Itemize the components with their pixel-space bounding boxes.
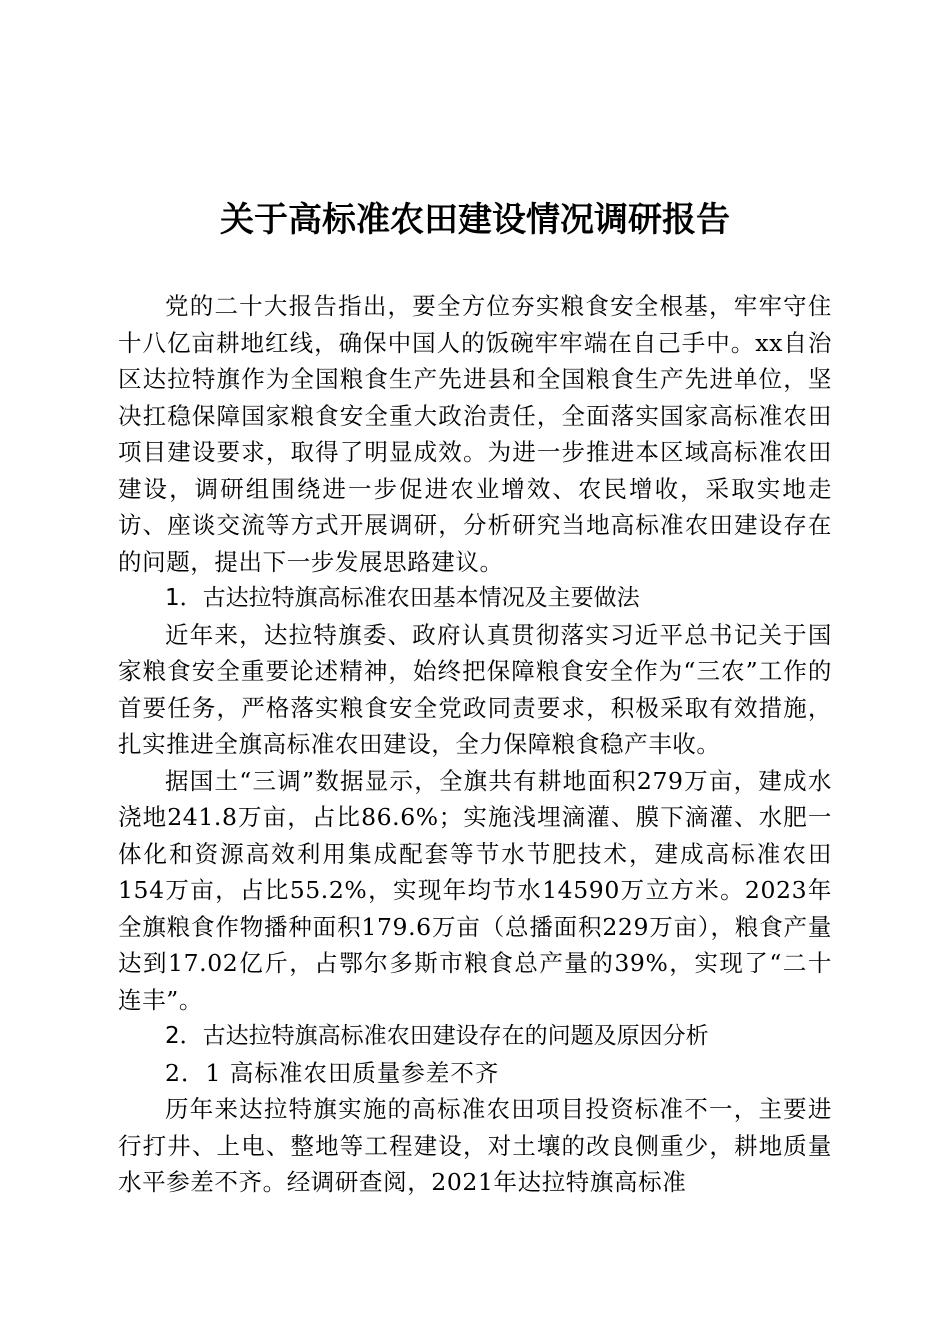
section-1-paragraph-2: 据国土“三调”数据显示，全旗共有耕地面积279万亩，建成水浇地241.8万亩，占比86.6%；实施浅埋滴灌、膜下滴灌、水肥一体化和资源高效利用集成配套等节水节肥技术，建成高标准农田154万亩，占比55.2%，实现年均节水14590万立方米。2023年全旗粮食作物播种面积179.6万亩（总播面积229万亩），粮食产量达到17.02亿斤，占鄂尔多斯市粮食总产量的39%，实现了“二十连丰”。 bbox=[118, 766, 832, 1014]
section-2-1-paragraph: 历年来达拉特旗实施的高标准农田项目投资标准不一，主要进行打井、上电、整地等工程建设，对土壤的改良侧重少，耕地质量水平参差不齐。经调研查阅，2021年达拉特旗高标准 bbox=[118, 1095, 832, 1196]
section-1-paragraph-1: 近年来，达拉特旗委、政府认真贯彻落实习近平总书记关于国家粮食安全重要论述精神，始终把保障粮食安全作为“三农”工作的首要任务，严格落实粮食安全党政同责要求，积极采取有效措施，扎实推进全旗高标准农田建设，全力保障粮食稳产丰收。 bbox=[118, 620, 832, 758]
section-heading-2: 2．古达拉特旗高标准农田建设存在的问题及原因分析 bbox=[165, 1023, 709, 1049]
section-heading-1: 1．古达拉特旗高标准农田基本情况及主要做法 bbox=[165, 585, 640, 611]
document-body bbox=[118, 288, 832, 1201]
subsection-heading-2-1: 2．1 高标准农田质量参差不齐 bbox=[165, 1058, 500, 1087]
document-title: 关于高标准农田建设情况调研报告 bbox=[220, 200, 730, 240]
intro-paragraph: 党的二十大报告指出，要全方位夯实粮食安全根基，牢牢守住十八亿亩耕地红线，确保中国人的饭碗牢牢端在自己手中。xx自治区达拉特旗作为全国粮食生产先进县和全国粮食生产先进单位，坚决扛稳保障国家粮食安全重大政治责任，全面落实国家高标准农田项目建设要求，取得了明显成效。为进一步推进本区域高标准农田建设，调研组围绕进一步促进农业增效、农民增收，采取实地走访、座谈交流等方式开展调研，分析研究当地高标准农田建设存在的问题，提出下一步发展思路建议。 bbox=[118, 292, 832, 576]
